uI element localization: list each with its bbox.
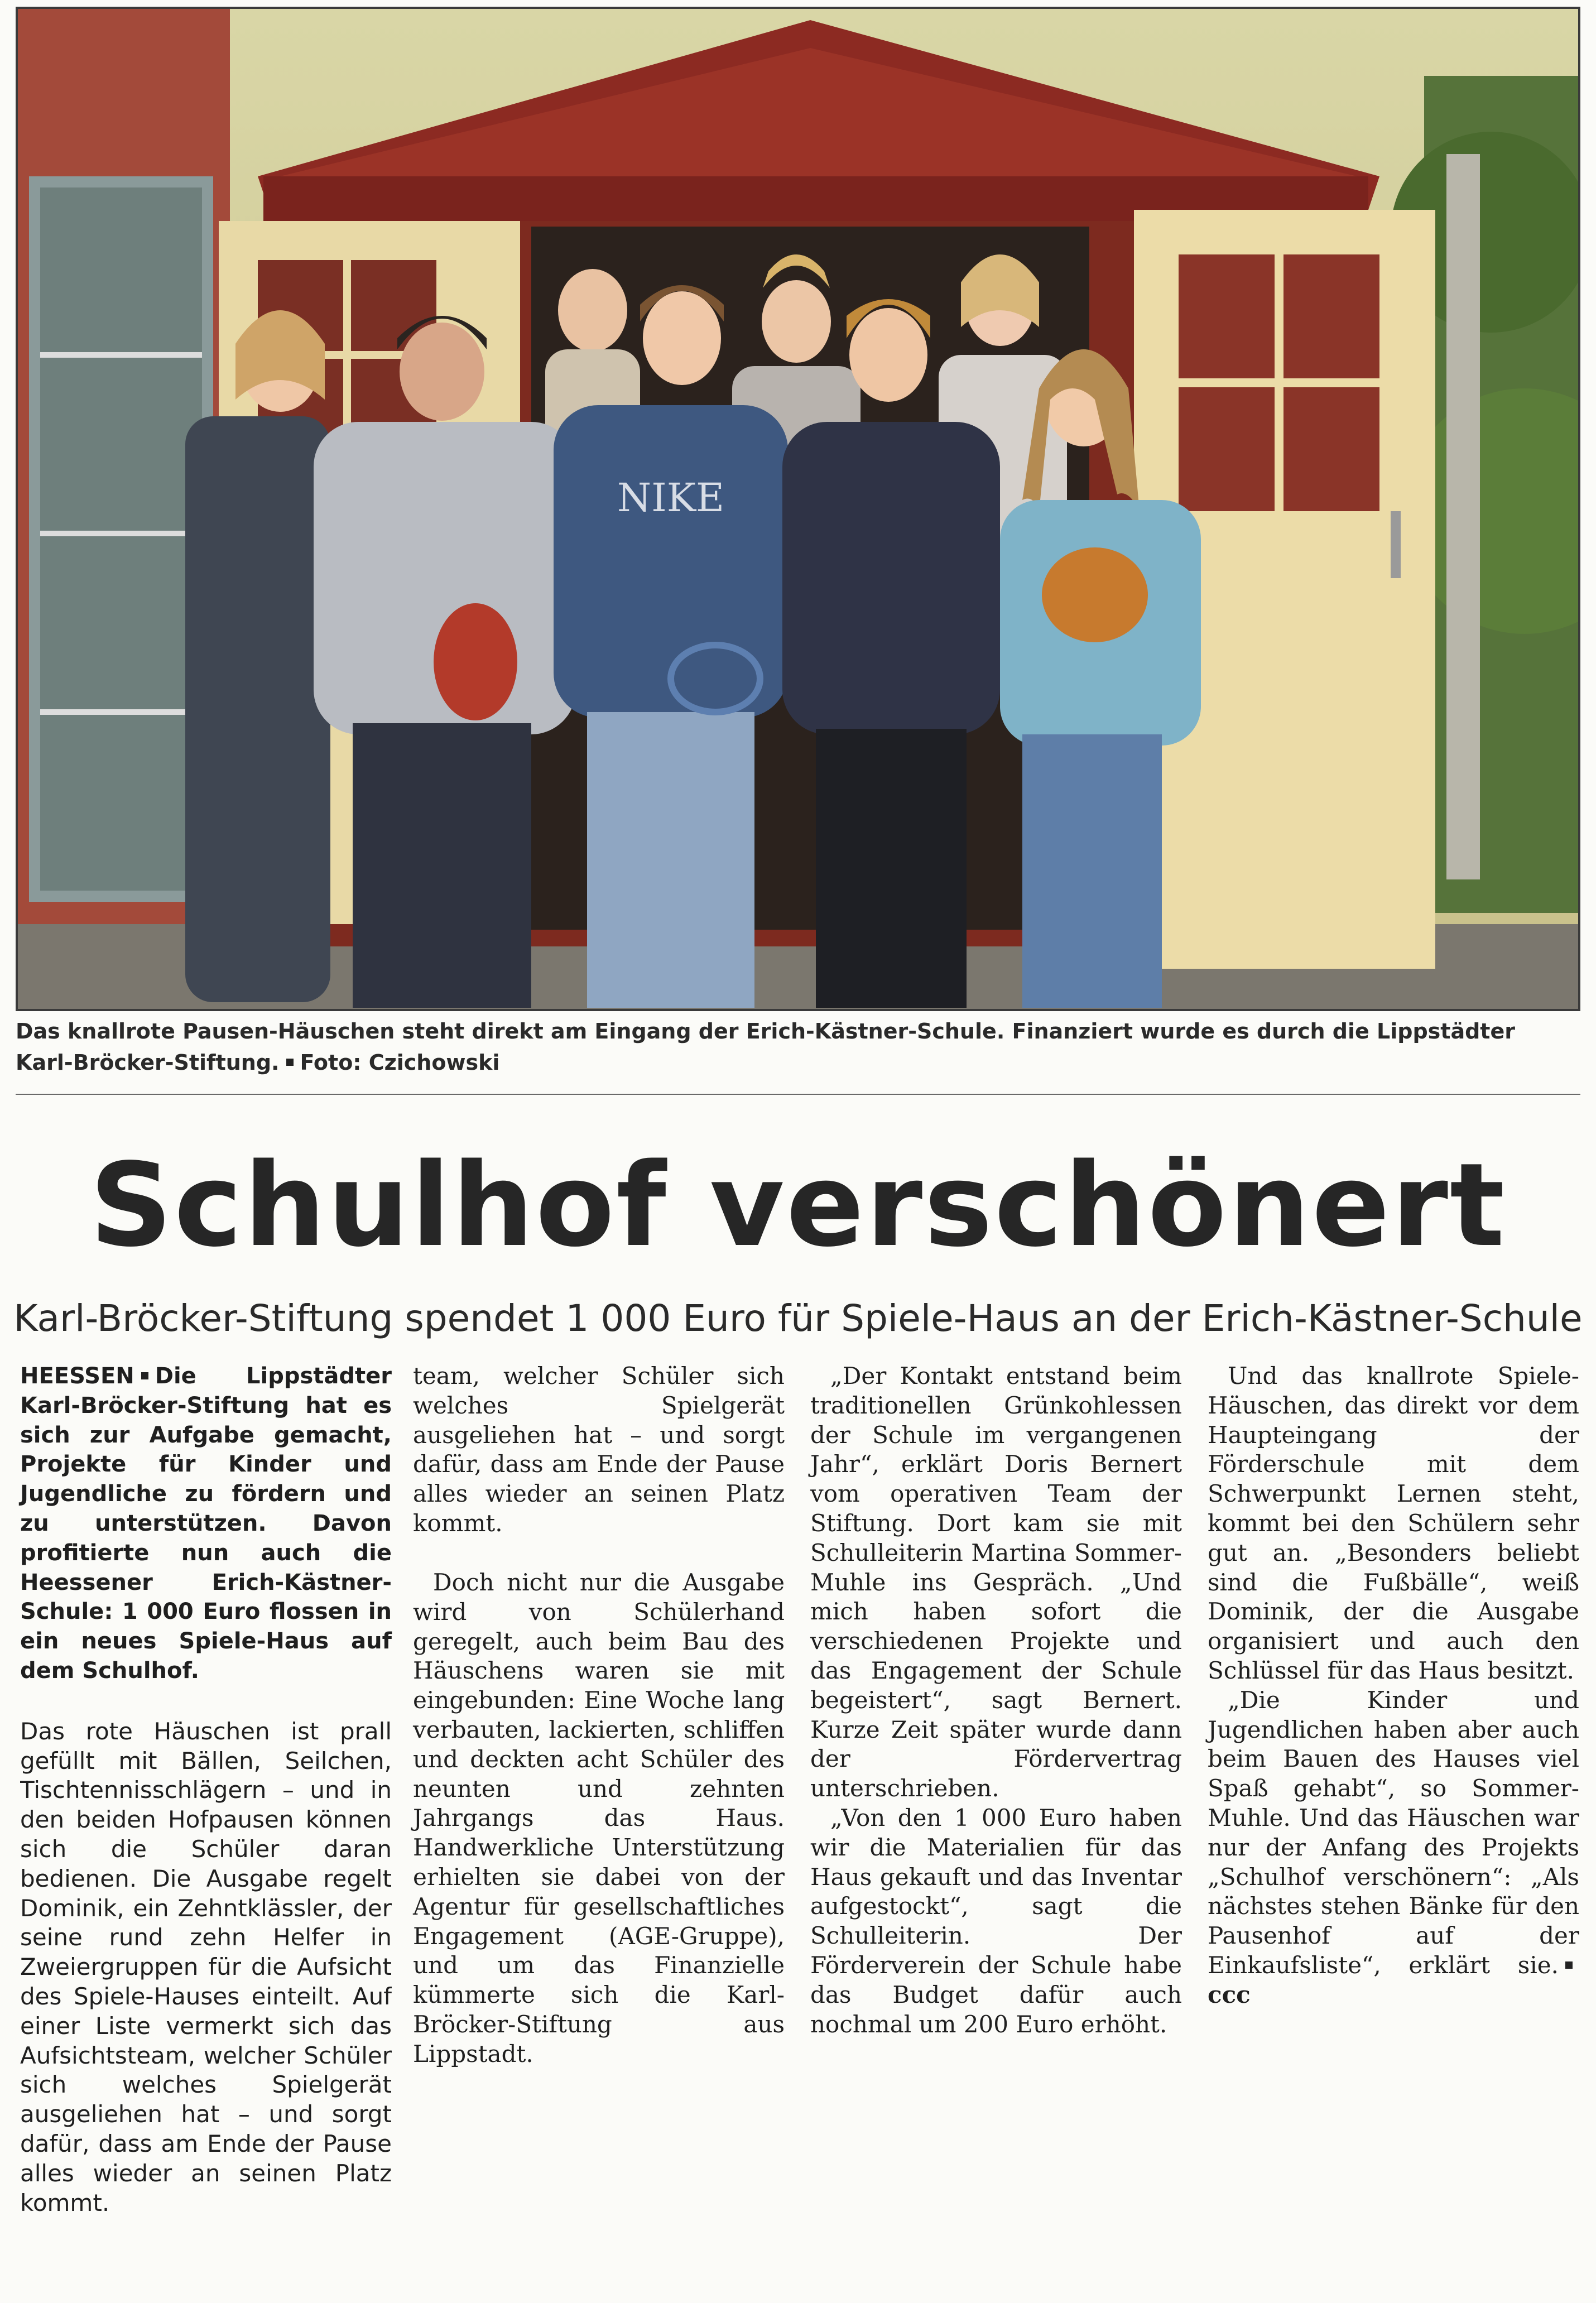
article-column-3 <box>810 1362 1182 2039</box>
photo-illustration <box>18 9 1578 1009</box>
shirt-print: NIKE <box>617 475 725 521</box>
photo-credit: Foto: Czichowski <box>300 1050 500 1075</box>
article-subheadline: Karl-Bröcker-Stiftung spendet 1 000 Euro für Spiele-Haus an der Erich-Kästner-Schule <box>13 1297 1583 1340</box>
photo-caption <box>16 1016 1578 1078</box>
article-column-2 <box>413 1362 785 2069</box>
article-photo <box>16 7 1580 1011</box>
dateline: HEESSEN <box>20 1363 134 1389</box>
paragraph-6 <box>1208 1686 1579 2010</box>
paragraph-1-continued <box>413 1362 785 1568</box>
paragraph-3: „Der Kontakt entstand beim traditionellen Grünkohlessen der Schule im vergangenen Jahr“, erklärt Doris Bernert vom operativen Team der Stiftung. Dort kam sie mit Schulleiterin Martina Sommer-Muhle ins Gespräch. „Und mich haben sofort die verschiedenen Projekte und das Engagement der Schule begeistert“, sagt Bernert. Kurze Zeit später wurde dann der Fördervertrag unterschrieben. <box>810 1362 1182 1802</box>
caption-text: Das knallrote Pausen-Häuschen steht direkt am Eingang der Erich-Kästner-Schule. Finanziert wurde es durch die Lippstädter Karl-Bröcker-Stiftung. <box>16 1019 1515 1075</box>
paragraph-6-text: „Die Kinder und Jugendlichen haben aber auch beim Bauen des Hauses viel Spaß gehabt“, so Sommer-Muhle. Und das Häuschen war nur der Anfang des Projekts „Schulhof verschönern“: „Als nächstes stehen Bänke für den Pausenhof auf der Einkaufsliste“, erklärt sie. <box>1208 1686 1579 1979</box>
author-signature: ccc <box>1208 1980 1251 2008</box>
paragraph-4: „Von den 1 000 Euro haben wir die Materialien für das Haus gekauft und das Inventar aufgestockt“, sagt die Schulleiterin. Der Förderverein der Schule habe das Budget dafür auch nochmal um 200 Euro erhöht. <box>810 1804 1182 2038</box>
paragraph-5: Und das knallrote Spiele-Häuschen, das direkt vor dem Haupteingang der Förderschule mit dem Schwerpunkt Lernen steht, kommt bei den Schülern sehr gut an. „Besonders beliebt sind die Fußbälle“, weiß Dominik, der die Ausgabe organisiert und auch den Schlüssel für das Haus besitzt. <box>1208 1362 1579 1684</box>
paragraph-2: Doch nicht nur die Ausgabe wird von Schülerhand geregelt, auch beim Bau des Häuschens waren sie mit eingebunden: Eine Woche lang verbauten, lackierten, schliffen und deckten acht Schüler des neunten und zehnten Jahrgangs das Haus. Handwerkliche Unterstützung erhielten sie dabei von der Agentur für gesellschaftliches Engagement (AGE-Gruppe), und um das Finanzielle kümmerte sich die Karl-Bröcker-Stiftung aus Lippstadt. <box>413 1569 785 2068</box>
separator-square-icon <box>286 1059 294 1066</box>
article-column-4 <box>1208 1362 1579 2010</box>
article-lead <box>20 1362 392 1686</box>
paragraph-1: Das rote Häuschen ist prall gefüllt mit Bällen, Seilchen, Tischtennisschlägern – und in den beiden Hofpausen können sich die Schüler daran bedienen. Die Ausgabe regelt Dominik, ein Zehntklässler, der seine rund zehn Helfer in Zweiergruppen für die Aufsicht des Spiele-Hauses einteilt. Auf einer Liste vermerkt sich das Aufsichtsteam, welcher Schüler sich welches Spielgerät ausgeliehen hat – und sorgt dafür, dass am Ende der Pause alles wieder an seinen Platz kommt. <box>20 1717 392 2217</box>
article-headline: Schulhof verschönert <box>89 1138 1507 1272</box>
paragraph-1-tail: team, welcher Schüler sich welches Spielgerät ausgeliehen hat – und sorgt dafür, dass am Ende der Pause alles wieder an seinen Platz kommt. <box>413 1362 785 1537</box>
separator-square-icon <box>141 1372 148 1379</box>
article-column-1 <box>20 1362 392 2303</box>
end-square-icon <box>1565 1961 1573 1969</box>
caption-divider <box>16 1094 1580 1095</box>
lead-text: Die Lippstädter Karl-Bröcker-Stiftung hat es sich zur Aufgabe gemacht, Projekte für Kinder und Jugendliche zu fördern und zu unterstützen. Davon profitierte nun auch die Heessener Erich-Kästner-Schule: 1 000 Euro flossen in ein neues Spiele-Haus auf dem Schulhof. <box>20 1363 392 1684</box>
